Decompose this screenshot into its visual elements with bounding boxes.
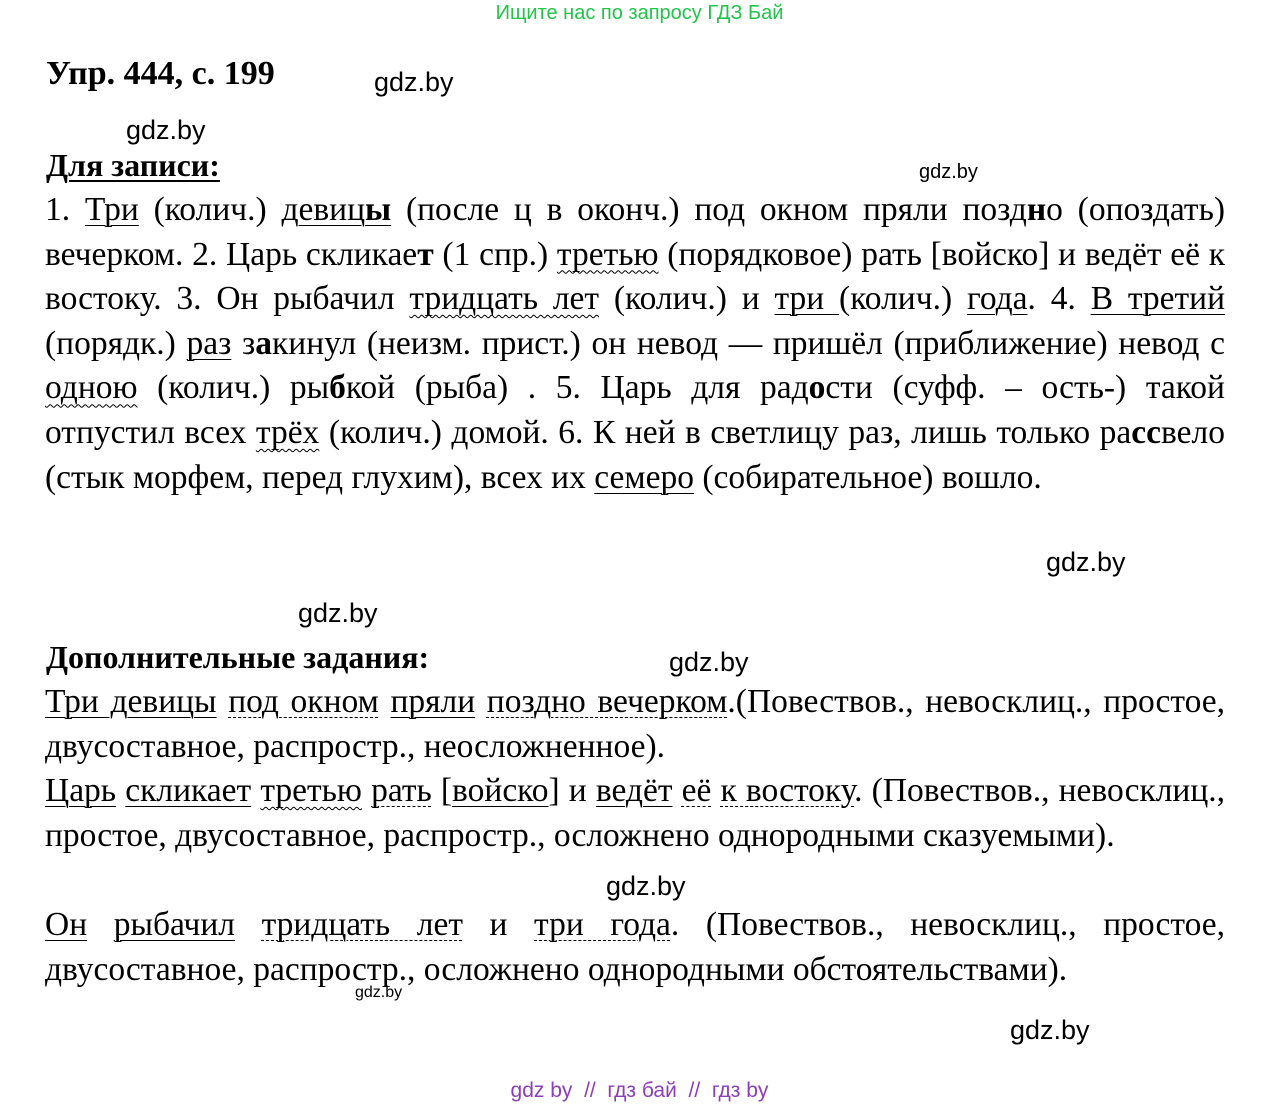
watermark: gdz.by: [355, 984, 403, 1001]
watermark: gdz.by: [919, 161, 978, 183]
watermark: gdz.by: [669, 647, 749, 677]
sentence-analysis-2: Царь скликает третью рать [войско] и ведёт её к востоку. (Повествов., невосклиц., простое, двусоставное, распростр., осложнено однородными сказуемыми).: [45, 772, 1226, 854]
sentence-analysis-1: Три девицы под окном пряли поздно вечерком.(Повествов., невосклиц., простое, двусоставное, распростр., неосложненное).: [45, 683, 1226, 765]
section-heading-for-writing: Для записи:: [46, 147, 220, 183]
watermark: gdz.by: [1046, 547, 1126, 577]
footer-links[interactable]: gdz by // гдз бай // гдз by: [510, 1079, 769, 1102]
sentence-analysis-3: Он рыбачил тридцать лет и три года. (Повествов., невосклиц., простое, двусоставное, распростр., осложнено однородными обстоятельствами).: [45, 906, 1225, 988]
exercise-text: 1. Три (колич.) девицы (после ц в оконч.) под окном пряли поздно (опоздать) вечерком. 2. Царь скликает (1 спр.) третью (порядковое) рать [войско] и ведёт её к востоку. 3. Он рыбачил тридцать лет (колич.) и три (колич.) года. 4. В третий (порядк.) раз закинул (неизм. прист.) он невод — пришёл (приближение) невод с одною (колич.) рыбкой (рыба) . 5. Царь для радости (суфф. – ость-) такой отпустил всех трёх (колич.) домой. 6. К ней в светлицу раз, лишь только рассвело (стык морфем, перед глухим), всех их семеро (собирательное) вошло.: [45, 191, 1226, 496]
watermark: gdz.by: [1010, 1015, 1090, 1045]
section-heading-additional-tasks: Дополнительные задания:: [46, 639, 430, 675]
watermark: gdz.by: [126, 115, 206, 145]
watermark: gdz.by: [374, 67, 454, 97]
watermark: gdz.by: [298, 598, 378, 628]
watermark: gdz.by: [606, 871, 686, 901]
exercise-title: Упр. 444, с. 199: [46, 55, 275, 92]
top-banner[interactable]: Ищите нас по запросу ГДЗ Бай: [495, 2, 784, 24]
